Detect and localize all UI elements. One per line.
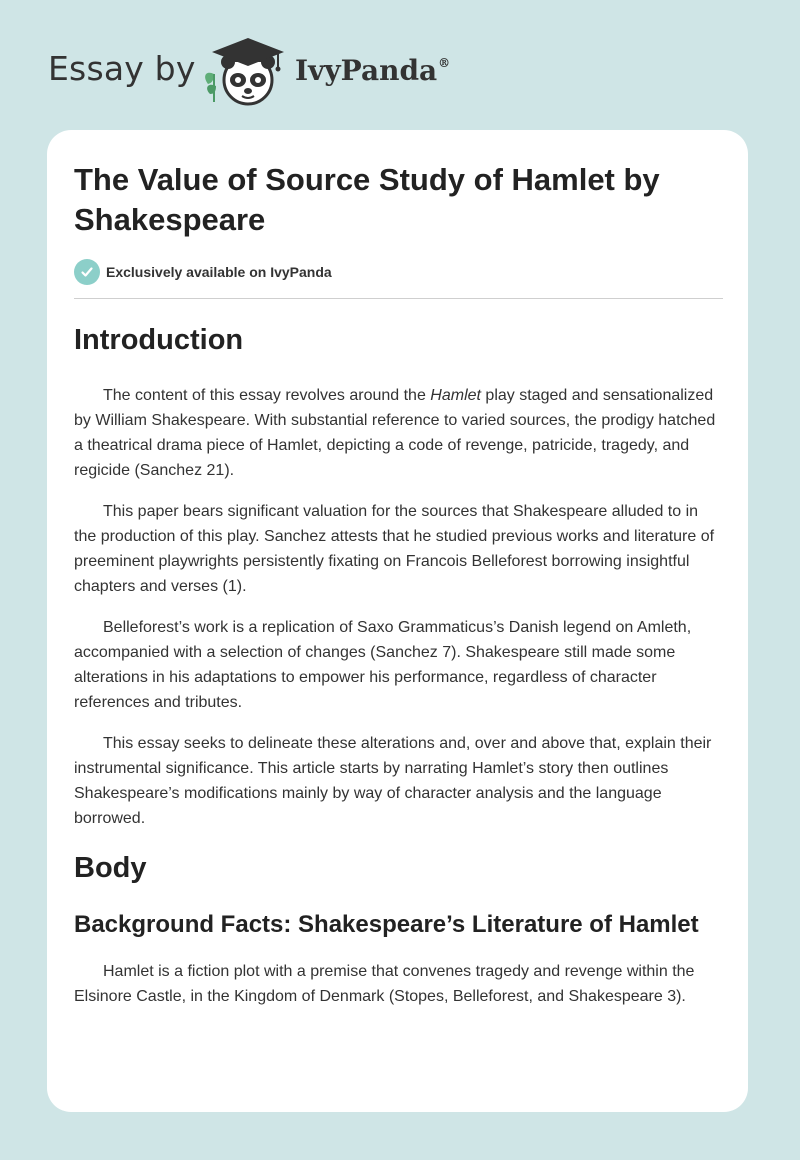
divider xyxy=(74,298,723,299)
site-header xyxy=(48,36,548,108)
page-title: The Value of Source Study of Hamlet by Shakespeare xyxy=(74,162,660,237)
panda-graduate-icon[interactable] xyxy=(200,36,290,108)
check-icon xyxy=(74,259,100,285)
hamlet-italic: Hamlet xyxy=(430,387,481,404)
brand-name[interactable]: IvyPanda® xyxy=(295,54,451,87)
essay-card xyxy=(47,130,748,1112)
exclusive-badge xyxy=(74,258,723,286)
exclusive-label: Exclusively available on IvyPanda xyxy=(106,264,332,280)
introduction-heading: Introduction xyxy=(74,324,244,356)
intro-paragraph-4: This essay seeks to delineate these alterations and, over and above that, explain their instrumental significance. This article starts by narrating Hamlet’s story then outlines Shakespeare’s modifications mainly by way of character analysis and the language borrowed. xyxy=(74,735,712,827)
intro-paragraph-1: The content of this essay revolves around the Hamlet play staged and sensationalized by William Shakespeare. With substantial reference to varied sources, the prodigy hatched a theatrical drama piece of Hamlet, depicting a code of revenge, patricide, tragedy, and regicide (Sanchez 21). xyxy=(74,387,716,479)
body-heading: Body xyxy=(74,852,147,884)
intro-paragraph-3: Belleforest’s work is a replication of Saxo Grammaticus’s Danish legend on Amleth, accompanied with a selection of changes (Sanchez 7). Shakespeare still made some alterations in his adaptations to empower his performance, regardless of character references and tributes. xyxy=(74,619,692,711)
essay-by-label: Essay by xyxy=(48,49,196,88)
background-facts-subheading: Background Facts: Shakespeare’s Literature of Hamlet xyxy=(74,911,699,938)
intro-paragraph-2: This paper bears significant valuation for the sources that Shakespeare alluded to in the production of this play. Sanchez attests that he studied previous works and literature of preeminent playwrights persistently fixating on Francois Belleforest borrowing insightful chapters and verses (1). xyxy=(74,503,715,595)
registered-mark: ® xyxy=(438,56,451,70)
body-paragraph-1: Hamlet is a fiction plot with a premise that convenes tragedy and revenge within the Elsinore Castle, in the Kingdom of Denmark (Stopes, Belleforest, and Shakespeare 3). xyxy=(74,963,695,1005)
